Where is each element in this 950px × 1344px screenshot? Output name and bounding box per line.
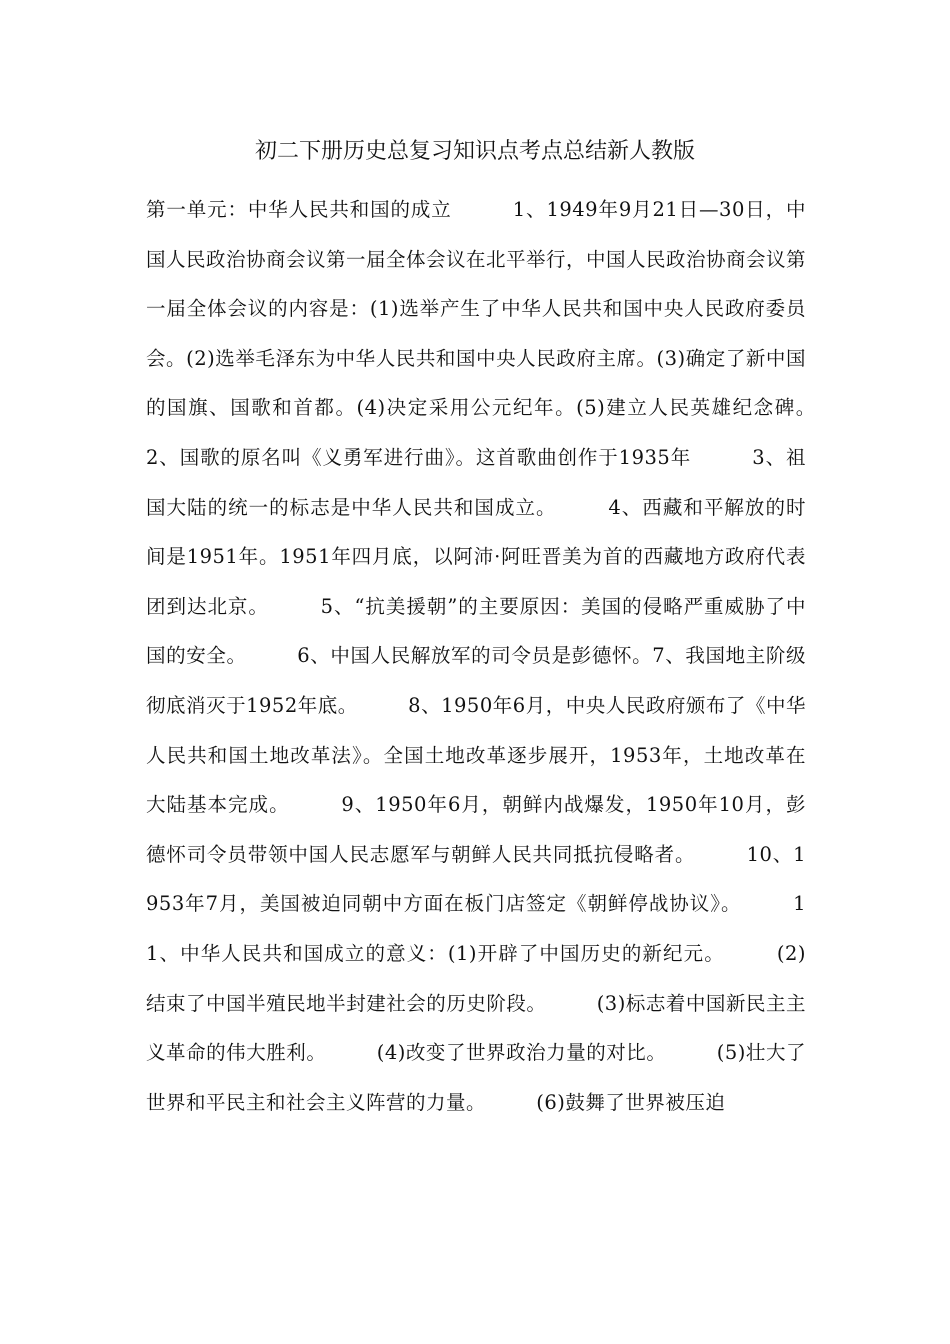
document-body-text: 第一单元：中华人民共和国的成立 1、1949年9月21日—30日，中国人民政治协商会议第一届全体会议在北平举行，中国人民政治协商会议第一届全体会议的内容是：(1)选举产生了中华人民共和国中央人民政府委员会。(2)选举毛泽东为中华人民共和国中央人民政府主席。(3)确定了新中国的国旗、国歌和首都。(4)决定采用公元纪年。(5)建立人民英雄纪念碑。 2、国歌的原名叫《义勇军进行曲》。这首歌曲创作于1935年 3、祖国大陆的统一的标志是中华人民共和国成立。 4、西藏和平解放的时间是1951年。1951年四月底，以阿沛·阿旺晋美为首的西藏地方政府代表团到达北京。 5、“抗美援朝”的主要原因：美国的侵略严重威胁了中国的安全。 6、中国人民解放军的司令员是彭德怀。7、我国地主阶级彻底消灭于1952年底。 8、1950年6月，中央人民政府颁布了《中华人民共和国土地改革法》。全国土地改革逐步展开，1953年，土地改革在大陆基本完成。 9、1950年6月，朝鲜内战爆发，1950年10月，彭德怀司令员带领中国人民志愿军与朝鲜人民共同抵抗侵略者。 10、1953年7月，美国被迫同朝中方面在板门店签定《朝鲜停战协议》。 11、中华人民共和国成立的意义：(1)开辟了中国历史的新纪元。 (2)结束了中国半殖民地半封建社会的历史阶段。 (3)标志着中国新民主主义革命的伟大胜利。 (4)改变了世界政治力量的对比。 (5)壮大了世界和平民主和社会主义阵营的力量。 (6)鼓舞了世界被压迫 [146,198,867,1114]
document-title: 初二下册历史总复习知识点考点总结新人教版 [254,139,695,164]
